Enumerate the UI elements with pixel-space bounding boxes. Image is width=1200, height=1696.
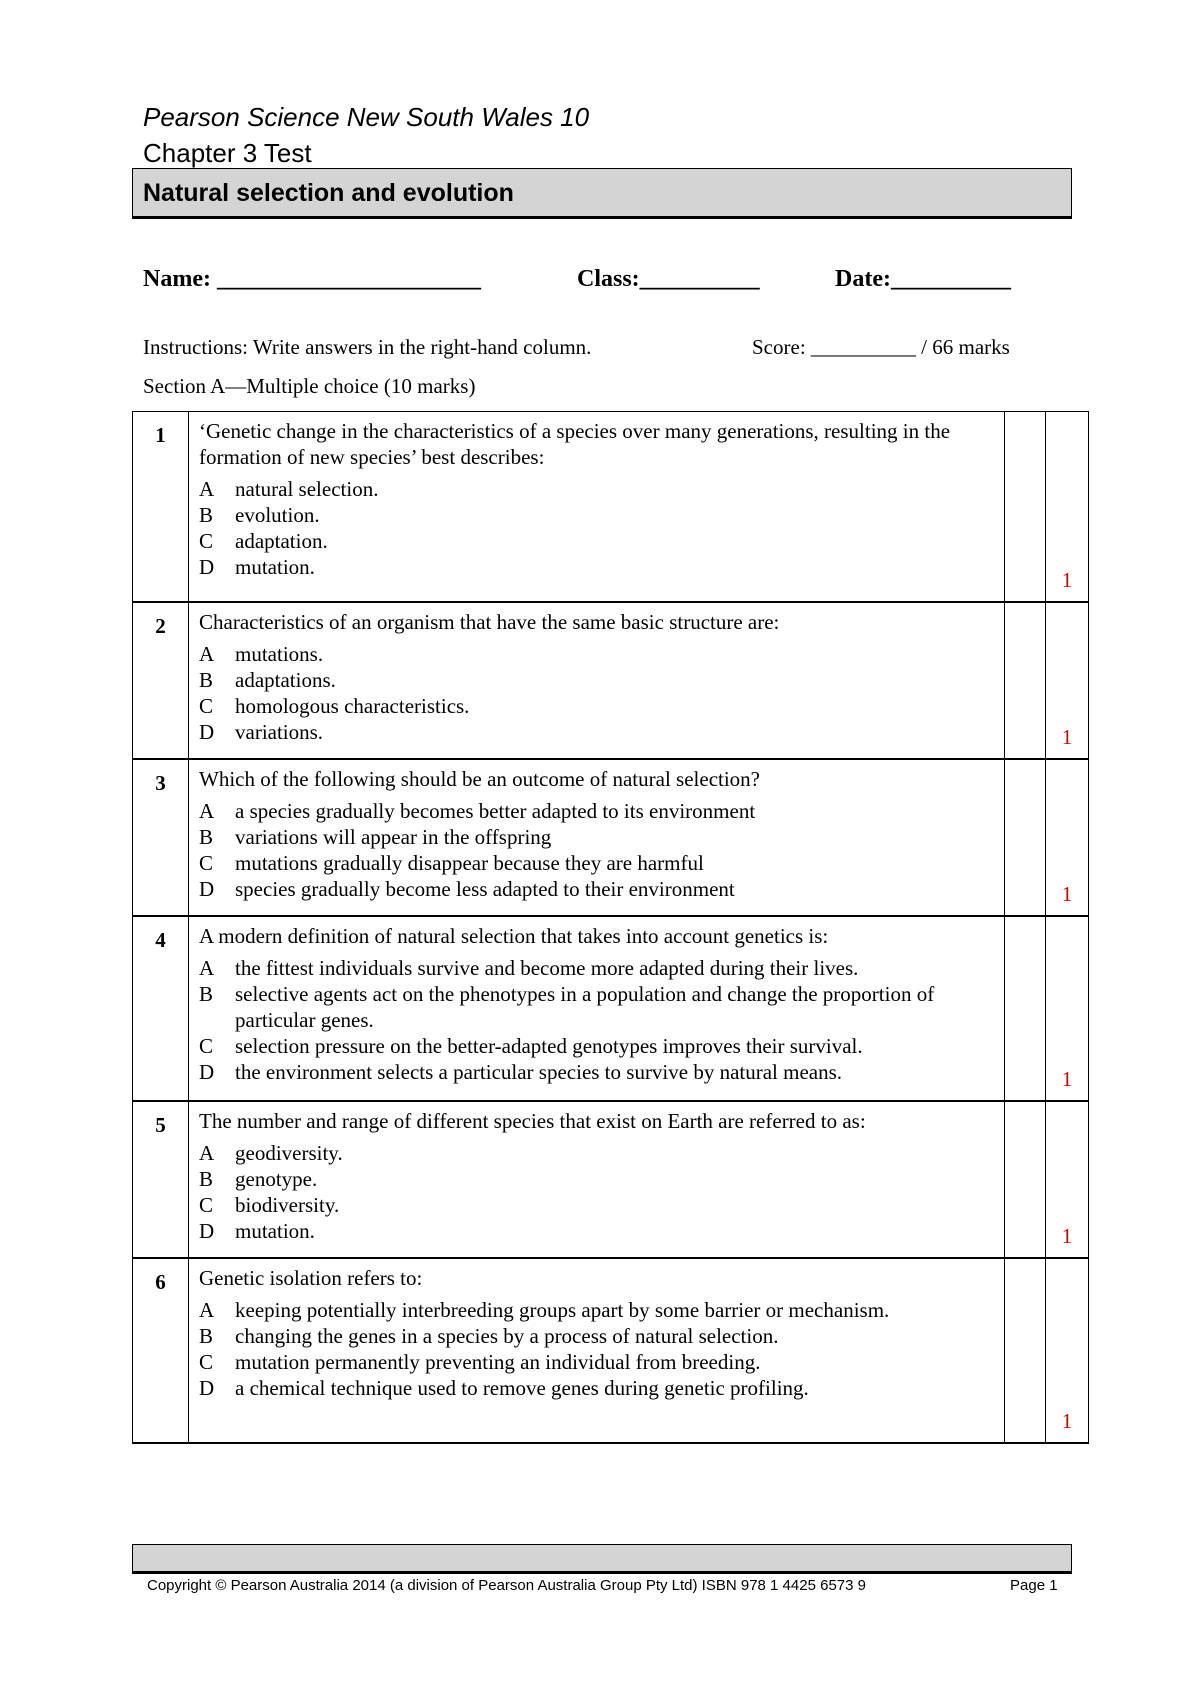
instructions-text: Instructions: Write answers in the right-hand column. — [143, 335, 592, 359]
option-text: a chemical technique used to remove genes during genetic profiling. — [235, 1375, 809, 1400]
answer-option — [199, 1323, 994, 1349]
option-text: the environment selects a particular species to survive by natural means. — [235, 1059, 843, 1084]
question-number: 3 — [133, 759, 189, 916]
multiple-choice-table — [132, 411, 1089, 1444]
book-title: Pearson Science New South Wales 10 — [143, 102, 590, 132]
option-letter: B — [199, 1166, 214, 1191]
option-text: changing the genes in a species by a process of natural selection. — [235, 1323, 779, 1348]
question-row — [133, 759, 1089, 916]
answer-option — [199, 981, 994, 1033]
question-stem: ‘Genetic change in the characteristics of a species over many generations, resulting in the formation of new species’ best describes: — [199, 419, 951, 469]
question-body — [189, 602, 1005, 759]
option-letter: D — [199, 876, 215, 901]
answer-option — [199, 1192, 994, 1218]
question-body — [189, 916, 1005, 1101]
marks-value: 1 — [1046, 1101, 1089, 1258]
answer-cell[interactable] — [1005, 412, 1046, 602]
answer-option — [199, 641, 994, 667]
option-text: keeping potentially interbreeding groups apart by some barrier or mechanism. — [235, 1297, 890, 1322]
option-letter: D — [199, 555, 215, 579]
question-body — [189, 1101, 1005, 1258]
answer-option — [199, 798, 994, 824]
question-body — [189, 412, 1005, 602]
option-letter: B — [199, 1323, 214, 1348]
option-text: mutations. — [235, 641, 324, 666]
option-letter: A — [199, 477, 215, 501]
option-letter: A — [199, 1140, 215, 1165]
answer-option — [199, 1059, 994, 1085]
option-letter: B — [199, 667, 214, 692]
option-text: selection pressure on the better-adapted genotypes improves their survival. — [235, 1033, 863, 1058]
question-stem: Characteristics of an organism that have the same basic structure are: — [199, 609, 780, 634]
option-text: genotype. — [235, 1166, 318, 1191]
answer-cell[interactable] — [1005, 759, 1046, 916]
option-text: a species gradually becomes better adapted to its environment — [235, 798, 756, 823]
answer-option — [199, 1218, 994, 1244]
copyright-text: Copyright © Pearson Australia 2014 (a division of Pearson Australia Group Pty Ltd) ISBN 978 1 4425 6573 9 — [147, 1577, 866, 1594]
answer-cell[interactable] — [1005, 602, 1046, 759]
answer-option — [199, 850, 994, 876]
question-stem: A modern definition of natural selection that takes into account genetics is: — [199, 923, 829, 948]
option-letter: D — [199, 1218, 215, 1243]
option-letter: D — [199, 719, 215, 744]
page-number: Page 1 — [1010, 1577, 1058, 1594]
option-text: variations will appear in the offspring — [235, 824, 552, 849]
option-text: biodiversity. — [235, 1192, 340, 1217]
option-text: mutations gradually disappear because they are harmful — [235, 850, 704, 875]
option-text: homologous characteristics. — [235, 693, 470, 718]
answer-option — [199, 824, 994, 850]
question-number: 5 — [133, 1101, 189, 1258]
answer-option — [199, 1166, 994, 1192]
question-number: 1 — [133, 412, 189, 602]
option-text: adaptation. — [235, 529, 328, 553]
option-text: species gradually become less adapted to their environment — [235, 876, 735, 901]
question-number: 4 — [133, 916, 189, 1101]
marks-value: 1 — [1046, 916, 1089, 1101]
question-body — [189, 759, 1005, 916]
answer-option — [199, 1349, 994, 1375]
answer-option — [199, 528, 994, 554]
answer-option — [199, 502, 994, 528]
answer-option — [199, 693, 994, 719]
question-number: 6 — [133, 1258, 189, 1443]
footer-bar — [132, 1544, 1072, 1574]
marks-value: 1 — [1046, 1258, 1089, 1443]
section-heading: Section A—Multiple choice (10 marks) — [143, 374, 476, 398]
answer-option — [199, 1375, 994, 1401]
answer-option — [199, 476, 994, 502]
question-row — [133, 1101, 1089, 1258]
option-text: the fittest individuals survive and become more adapted during their lives. — [235, 955, 859, 980]
option-letter: A — [199, 798, 215, 823]
option-letter: A — [199, 1297, 215, 1322]
answer-option — [199, 1140, 994, 1166]
date-field: Date:__________ — [835, 266, 1011, 292]
question-stem: Which of the following should be an outcome of natural selection? — [199, 766, 761, 791]
name-field: Name: ______________________ — [143, 266, 481, 292]
question-row — [133, 602, 1089, 759]
option-text: adaptations. — [235, 667, 336, 692]
option-text: selective agents act on the phenotypes in a population and change the proportion of particular genes. — [235, 981, 935, 1032]
question-row — [133, 412, 1089, 602]
option-letter: C — [199, 1192, 214, 1217]
option-text: mutation. — [235, 555, 315, 579]
chapter-heading: Chapter 3 Test — [143, 138, 312, 168]
test-title: Natural selection and evolution — [143, 179, 514, 207]
option-text: variations. — [235, 719, 324, 744]
option-letter: C — [199, 1033, 214, 1058]
marks-value: 1 — [1046, 759, 1089, 916]
question-stem: Genetic isolation refers to: — [199, 1265, 423, 1290]
option-letter: B — [199, 503, 214, 527]
option-letter: D — [199, 1375, 215, 1400]
question-stem: The number and range of different species that exist on Earth are referred to as: — [199, 1108, 866, 1133]
option-letter: C — [199, 850, 214, 875]
option-letter: A — [199, 955, 215, 980]
test-title-bar — [132, 168, 1072, 219]
option-letter: B — [199, 981, 214, 1006]
marks-value: 1 — [1046, 412, 1089, 602]
question-body — [189, 1258, 1005, 1443]
question-row — [133, 916, 1089, 1101]
question-number: 2 — [133, 602, 189, 759]
answer-option — [199, 667, 994, 693]
question-row — [133, 1258, 1089, 1443]
option-letter: B — [199, 824, 214, 849]
answer-option — [199, 955, 994, 981]
option-letter: C — [199, 693, 214, 718]
option-letter: D — [199, 1059, 215, 1084]
option-text: mutation permanently preventing an individual from breeding. — [235, 1349, 761, 1374]
answer-option — [199, 554, 994, 580]
score-field: Score: __________ / 66 marks — [752, 335, 1010, 359]
answer-option — [199, 876, 994, 902]
answer-cell[interactable] — [1005, 916, 1046, 1101]
option-text: mutation. — [235, 1218, 315, 1243]
answer-cell[interactable] — [1005, 1258, 1046, 1443]
class-field: Class:__________ — [577, 266, 760, 292]
option-letter: C — [199, 529, 214, 553]
option-letter: A — [199, 641, 215, 666]
marks-value: 1 — [1046, 602, 1089, 759]
answer-option — [199, 1297, 994, 1323]
option-text: evolution. — [235, 503, 320, 527]
answer-cell[interactable] — [1005, 1101, 1046, 1258]
option-text: geodiversity. — [235, 1140, 343, 1165]
answer-option — [199, 1033, 994, 1059]
option-letter: C — [199, 1349, 214, 1374]
option-text: natural selection. — [235, 477, 379, 501]
answer-option — [199, 719, 994, 745]
